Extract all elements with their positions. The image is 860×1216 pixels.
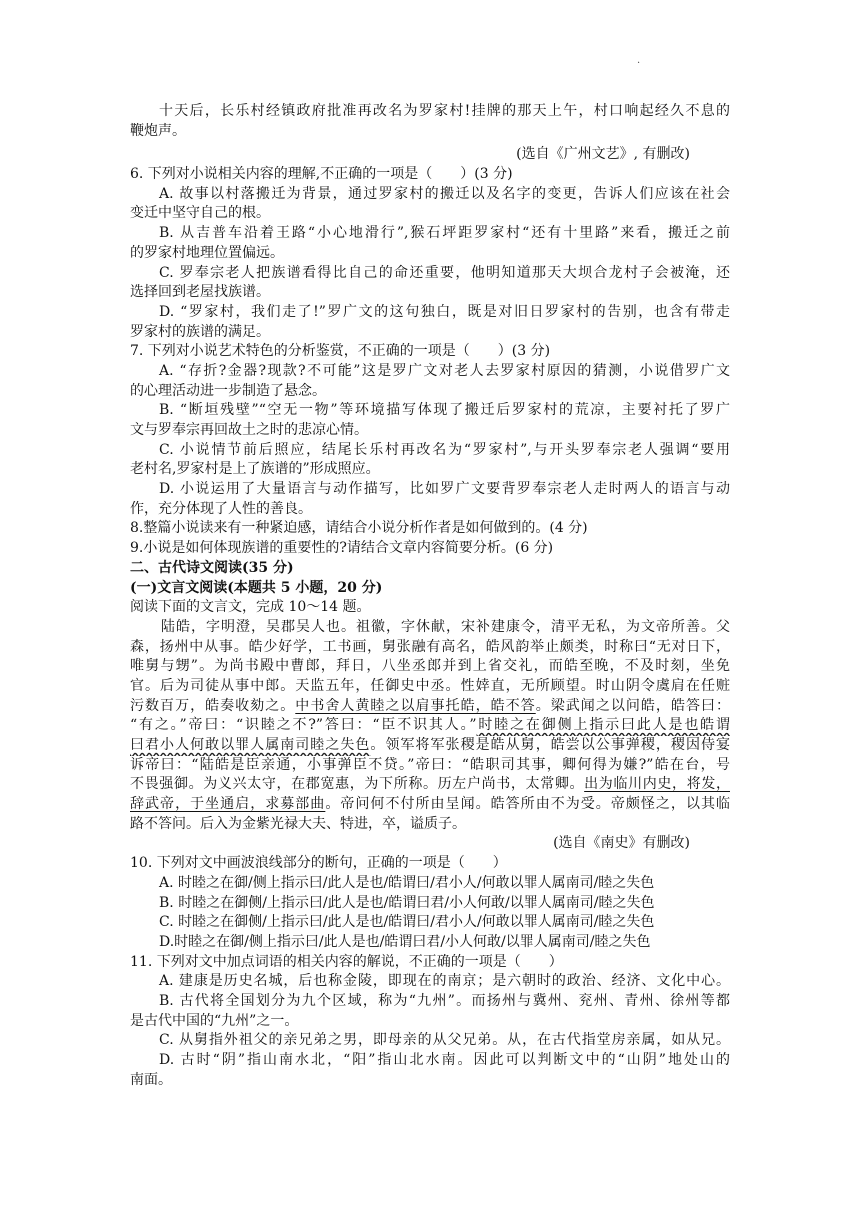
passage-line: 森，扬州中从事。皓少好学，工书画，舅张融有高名，皓风韵举止颇类，时称曰“无对日下，	[130, 638, 730, 655]
q6-option-d-cont: 罗家村的族谱的满足。	[130, 323, 270, 340]
q11-option-b: B. 古代将全国划分为九个区域，称为“九州”。而扬州与冀州、兖州、青州、徐州等都	[159, 992, 730, 1009]
passage-text: 。帝问何不付所由呈闻。皓答所由不为受。帝颇怪之，以其临	[325, 796, 730, 813]
q10-option-c: C. 时睦之在御侧/上指示曰/此人是也/皓谓曰/君小人/何敢以罪人属南司/睦之失色	[159, 914, 655, 931]
passage-line: 路不答问。后入为金紫光禄大夫、特进，卒，谥质子。	[130, 815, 466, 832]
question-6-stem: 6. 下列对小说相关内容的理解,不正确的一项是（ ）(3 分)	[130, 166, 513, 183]
wavy-underlined-text: 曰君小人何敢以罪人属南司睦之失色	[130, 737, 371, 753]
passage-line: 唯舅与甥”。为尚书殿中曹郎，拜日，八坐丞郎并到上省交礼，而皓至晚，不及时刻，坐免	[130, 658, 730, 675]
q7-option-d-cont: 作，充分体现了人性的善良。	[130, 500, 312, 517]
passage-text: 。领军将军张稷是皓从舅，皓尝以公事弹稷，稷因侍宴	[370, 737, 730, 753]
source-citation: (选自《广州文艺》, 有删改)	[516, 146, 690, 163]
q6-option-b: B. 从吉普车沿着王路“小心地滑行”,猴石坪距罗家村“还有十里路”来看，搬迁之前	[159, 225, 730, 242]
q6-option-b-cont: 的罗家村地理位置偏远。	[130, 244, 284, 261]
passage-line	[130, 716, 730, 736]
passage-line	[130, 736, 730, 756]
q10-option-a: A. 时睦之在御/侧上指示曰/此人是也/皓谓曰/君小人/何敢以罪人属南司/睦之失色	[159, 874, 655, 891]
passage-line	[130, 775, 730, 795]
q6-option-c-cont: 选择回到老屋找族谱。	[130, 284, 270, 301]
source-citation: (选自《南史》有删改)	[553, 835, 690, 852]
question-11-stem: 11. 下列对文中加点词语的相关内容的解说，不正确的一项是（ ）	[130, 953, 563, 970]
story-line: 鞭炮声。	[130, 122, 186, 139]
reading-instruction: 阅读下面的文言文，完成 10～14 题。	[130, 599, 371, 616]
q10-option-d: D.时睦之在御/侧上指示曰/此人是也/皓谓曰君/小人何敢/以罪人属南司/睦之失色	[159, 933, 651, 950]
q6-option-d: D. “罗家村，我们走了!”罗广文的这句独白，既是对旧日罗家村的告别，也含有带走	[159, 303, 730, 320]
underlined-sentence: 辞武帝，于坐通启，求募部曲	[130, 796, 326, 813]
q11-option-d: D. 古时“阴”指山南水北，“阳”指山北水南。因此可以判断文中的“山阴”地处山的	[159, 1052, 730, 1068]
passage-text: 不畏强御。为义兴太守，在郡宽惠，为下所称。历左户尚书，太常卿。	[130, 776, 585, 793]
passage-text: 污数百万，皓奏收劾之。	[130, 697, 296, 714]
story-line: 十天后，长乐村经镇政府批准再改名为罗家村!挂牌的那天上午，村口响起经久不息的	[159, 103, 730, 119]
q6-option-a: A. 故事以村落搬迁为背景，通过罗家村的搬迁以及名字的变更，告诉人们应该在社会	[159, 185, 730, 202]
q11-option-a: A. 建康是历史名城，后也称金陵，即现在的南京；是六朝时的政治、经济、文化中心。	[159, 973, 730, 990]
q7-option-b: B. “断垣残壁”“空无一物”等环境描写体现了搬迁后罗家村的荒凉，主要衬托了罗广	[159, 402, 730, 419]
classical-passage	[130, 618, 730, 835]
q11-option-d-cont: 南面。	[130, 1071, 172, 1088]
underlined-sentence: 出为临川内史，将发，	[584, 776, 730, 793]
q11-option-c: C. 从舅指外祖父的亲兄弟之男，即母亲的从父兄弟。从，在古代指堂房亲属，如从兄。	[159, 1032, 730, 1049]
header-dot-mark: ·	[637, 58, 641, 69]
q7-option-a: A. “存折?金器?现款?不可能”这是罗广文对老人去罗家村原因的猜测，小说借罗广文	[159, 362, 730, 379]
passage-line: 陆皓，字明澄，吴郡吴人也。祖徽，字休献，宋补建康令，清平无私，为文帝所善。父	[161, 618, 730, 635]
passage-text: 。梁武闻之以问皓，皓答曰：	[535, 697, 730, 714]
question-7-stem: 7. 下列对小说艺术特色的分析鉴赏，不正确的一项是（ ）(3 分)	[130, 343, 551, 360]
passage-line: 诉帝曰：“陆皓是臣亲通，小事弹臣不贷。”帝曰：“皓职司其事，卿何得为嫌?”皓在台，号	[130, 756, 730, 773]
page-content	[130, 102, 730, 1090]
q7-option-c: C. 小说情节前后照应，结尾长乐村再改名为“罗家村”,与开头罗奉宗老人强调“要用	[159, 441, 730, 458]
q6-option-c: C. 罗奉宗老人把族谱看得比自己的命还重要，他明知道那天大坝合龙村子会被淹，还	[159, 264, 730, 281]
q11-option-b-cont: 是古代中国的“九州”之一。	[130, 1012, 299, 1029]
question-10-stem: 10. 下列对文中画波浪线部分的断句，正确的一项是（ ）	[130, 855, 507, 872]
q7-option-c-cont: 老村名,罗家村是上了族谱的”形成照应。	[130, 461, 380, 478]
q7-option-b-cont: 文与罗奉宗再回故土之时的悲凉心情。	[130, 422, 368, 438]
underlined-sentence: 中书舍人黄睦之以肩事托皓，皓不答	[295, 697, 536, 714]
q10-option-b: B. 时睦之在御侧/上指示曰/此人是也/皓谓曰君/小人何敢/以罪人属南司/睦之失色	[159, 894, 655, 911]
question-8: 8.整篇小说读来有一种紧迫感，请结合小说分析作者是如何做到的。(4 分)	[130, 520, 588, 537]
section-heading: 二、古代诗文阅读(35 分)	[130, 559, 294, 576]
passage-line: 官。后为司徒从事中郎。天监五年，任御史中丞。性婞直，无所顾望。时山阴令虞肩在任赃	[130, 677, 730, 694]
passage-line	[130, 697, 730, 717]
q7-option-a-cont: 的心理活动进一步制造了悬念。	[130, 382, 326, 399]
q7-option-d: D. 小说运用了大量语言与动作描写，比如罗广文要背罗奉宗老人走时两人的语言与动	[159, 481, 730, 498]
question-9: 9.小说是如何体现族谱的重要性的?请结合文章内容简要分析。(6 分)	[130, 540, 554, 557]
wavy-underlined-text: 时睦之在御侧上指示曰此人是也皓谓	[476, 717, 730, 734]
passage-line	[130, 795, 730, 815]
subsection-heading: (一)文言文阅读(本题共 5 小题，20 分)	[130, 579, 383, 596]
passage-text: “有之。”帝曰：“识睦之不?”答曰：“臣不识其人。”	[130, 717, 477, 734]
q6-option-a-cont: 变迁中坚守自己的根。	[130, 205, 270, 222]
